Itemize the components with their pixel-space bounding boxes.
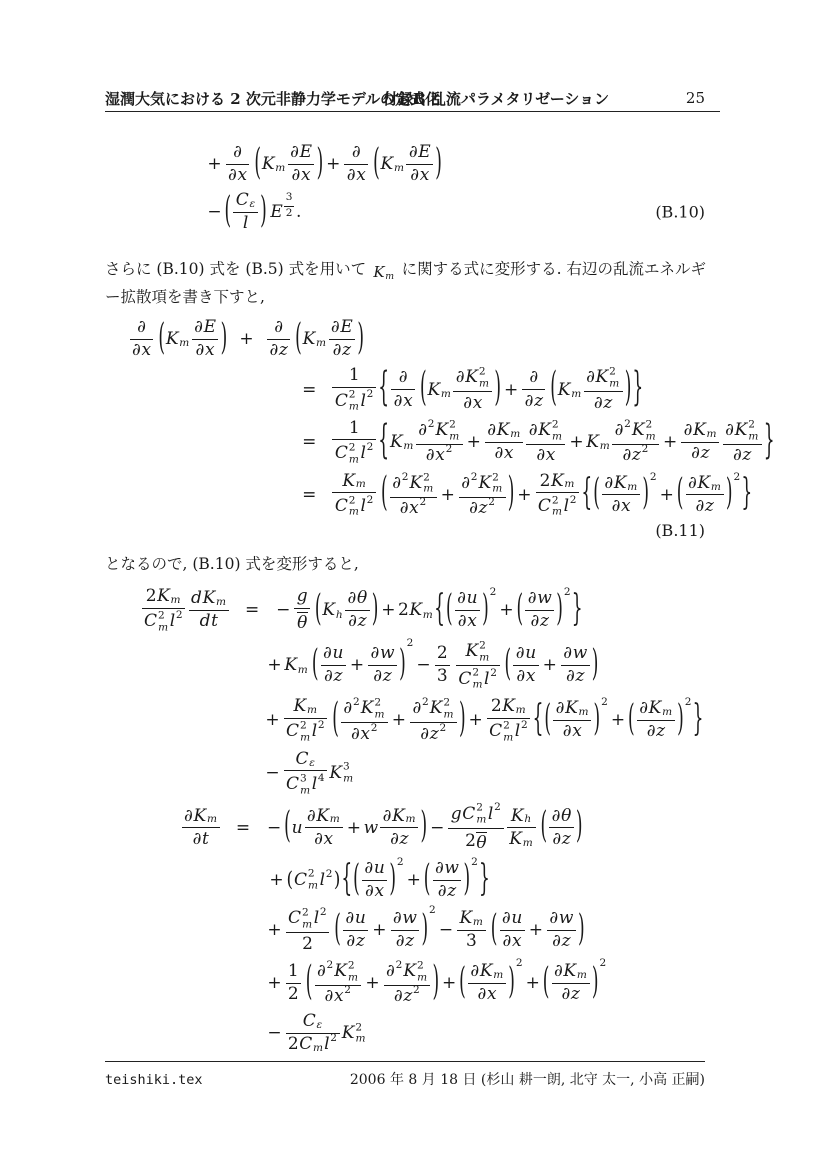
footer-filename: teishiki.tex	[105, 1072, 203, 1088]
page-header	[105, 88, 720, 112]
paragraph-transform-intro: さらに (B.10) 式を (B.5) 式を用いて K m に関する式に変形する. 右辺の乱流エネルギー拡散項を書き下すと,	[105, 260, 707, 307]
running-title: 湿潤大気における 2 次元非静力学モデルの定式化	[105, 90, 441, 108]
equation-line: 2 K m C 2 m l 2 d K m d t = − $\frac{g}{\theta}$ ( K h ∂ θ ∂ z ) + 2 K m { ( ∂ u ∂ x ) 2 + ( ∂ w ∂ z ) 2 }	[140, 587, 720, 634]
equation-line: + K m C 2 m l 2 ( ∂ 2 K 2 m ∂ x 2 + ∂ 2 K 2 m ∂ z 2 ) + 2 K m C 2 m l 2 { ( ∂ K m ∂ x ) 2 + ( ∂ K m ∂ z ) 2 }	[265, 695, 704, 744]
equation-line: + K m ( ∂ u ∂ z + ∂ w ∂ z ) 2 − $\frac{2}{3}$ K 2 m C 2 m l 2 ( ∂ u ∂ x + ∂ w ∂ z )	[267, 636, 599, 691]
inline-math: K m	[373, 263, 395, 282]
equation-line: + $\frac{1}{2}$ ( ∂ 2 K 2 m ∂ x 2 + ∂ 2 K 2 m ∂ z 2 ) + ( ∂ K m ∂ x ) 2 + ( ∂ K m ∂ z ) 2	[267, 956, 607, 1007]
equation-line: + ∂ ∂ x ( K m ∂ E ∂ x ) + ∂ ∂ x ( K m ∂ E ∂ x )	[207, 141, 442, 186]
equation-block-b11	[105, 316, 775, 541]
equation-line: = 1 C 2 m l 2 { ∂ ∂ x ( K m ∂ K 2 m ∂ x ) + ∂ ∂ z ( K m ∂ K 2 m ∂ z ) }	[302, 364, 644, 413]
equation-number: (B.11)	[655, 521, 705, 541]
equation-block-km-prognostic	[105, 587, 720, 1054]
equation-line: ∂ K m ∂ t = − ( u ∂ K m ∂ x + w ∂ K m ∂ z ) − g C 2 m l 2 2 θ K h K m ( ∂ θ ∂ z )	[180, 802, 720, 853]
equation-line: − ( C ε l ) E $\frac{3}{2}$ . (B.10)	[207, 189, 705, 234]
page-footer	[105, 1061, 705, 1089]
equation-line: = K m C 2 m l 2 ( ∂ 2 K 2 m ∂ x 2 + ∂ 2 K 2 m ∂ z 2 ) + 2 K m C 2 m l 2 { ( ∂ K m ∂ x ) 2 + ( ∂ K m ∂ z ) 2 } (B.11)	[302, 469, 753, 541]
footer-date-authors: 2006 年 8 月 18 日 (杉山 耕一朗, 北守 太一, 小高 正嗣)	[349, 1072, 705, 1088]
page-content	[105, 88, 775, 1060]
page-number: 25	[685, 89, 705, 107]
equation-line: − C ε 2 C m l 2 K 2 m	[267, 1011, 366, 1055]
paragraph-b10-rewrite: となるので, (B.10) 式を変形すると,	[105, 555, 359, 574]
equation-line: − C ε C 3 m l 4 K 3 m	[265, 748, 354, 797]
equation-line: = 1 C 2 m l 2 { K m ∂ 2 K 2 m ∂ x 2 + ∂ K m ∂ x ∂ K 2 m ∂ x + K m ∂ 2 K 2 m ∂ z 2 + ∂ K m ∂ z ∂ K 2 m ∂ z }	[302, 417, 775, 466]
equation-number: (B.10)	[655, 202, 705, 222]
section-title: 付録B 乱流パラメタリゼーション	[383, 90, 610, 108]
equation-line: + ( C 2 m l 2 ) { ( ∂ u ∂ x ) 2 + ( ∂ w ∂ z ) 2 }	[269, 856, 490, 902]
equation-block-b10	[105, 143, 720, 233]
equation-line: + C 2 m l 2 2 ( ∂ u ∂ z + ∂ w ∂ z ) 2 − K m 3 ( ∂ u ∂ x + ∂ w ∂ z )	[267, 904, 585, 954]
equation-line: ∂ ∂ x ( K m ∂ E ∂ x ) + ∂ ∂ z ( K m ∂ E ∂ z )	[128, 318, 720, 360]
